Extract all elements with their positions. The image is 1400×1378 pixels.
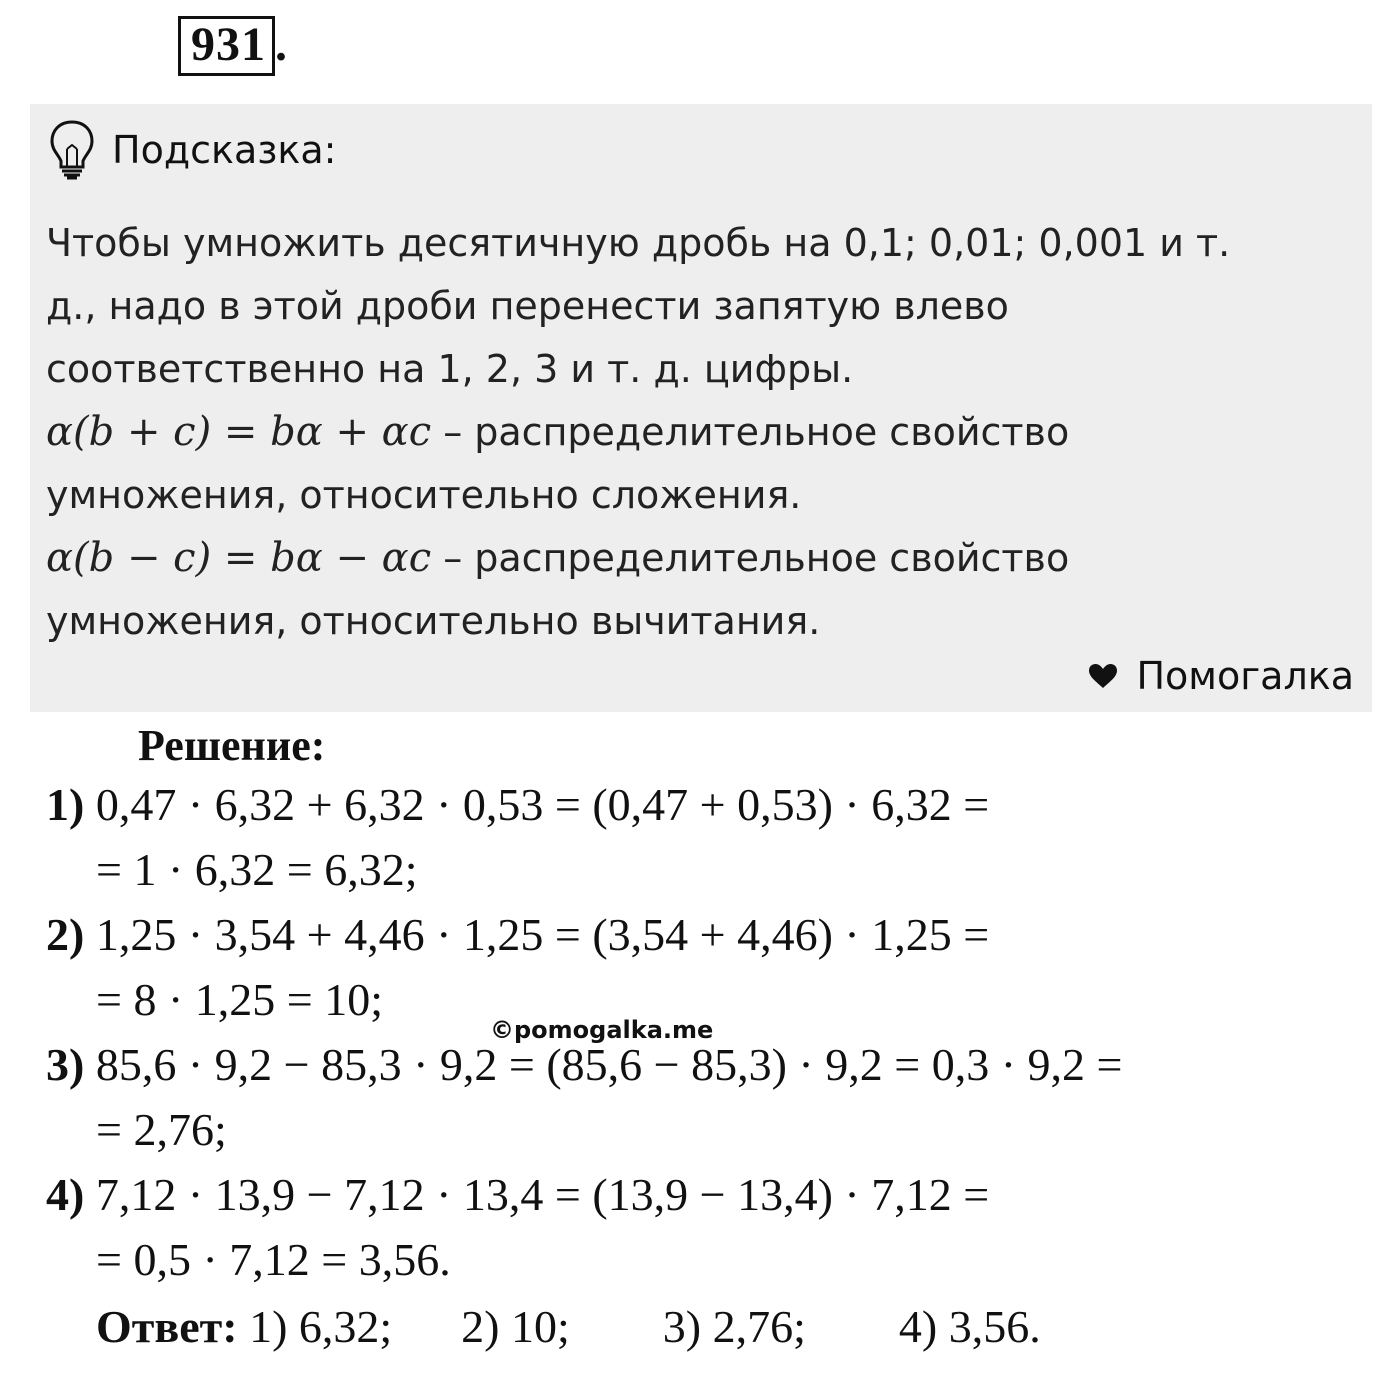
formula-subtraction: α(b − c) = bα − αc: [46, 535, 432, 581]
solution-item-3-line-2: = 2,76;: [96, 1104, 227, 1155]
hint-line-3: соответственно на 1, 2, 3 и т. д. цифры.: [46, 347, 854, 391]
solution-item-2-line-1: [46, 908, 989, 961]
answer-1: 1) 6,32;: [249, 1301, 393, 1352]
lightbulb-icon: [48, 119, 96, 181]
hint-formula-1-line: [46, 401, 1346, 464]
solution-item-2-line-2: = 8 · 1,25 = 10;: [96, 974, 383, 1025]
hint-formula-2-line: [46, 527, 1346, 590]
hint-header: [48, 118, 336, 182]
solution-title: Решение:: [138, 721, 326, 770]
solution-item-1-line-1: [46, 778, 989, 831]
expression: 0,47 · 6,32 + 6,32 · 0,53 = (0,47 + 0,53) · 6,32 =: [84, 779, 990, 830]
task-number: [178, 16, 287, 76]
formula-addition: α(b + c) = bα + αc: [46, 409, 432, 455]
brand-label: [1088, 654, 1354, 698]
answer-2: 2) 10;: [461, 1301, 570, 1352]
answer-line: [96, 1300, 1041, 1353]
answer-4: 4) 3,56.: [898, 1301, 1041, 1352]
expression: 85,6 · 9,2 − 85,3 · 9,2 = (85,6 − 85,3) · 9,2 = 0,3 · 9,2 =: [95, 1039, 1123, 1090]
formula-subtraction-text: – распределительное свойство: [431, 536, 1070, 580]
answer-3: 3) 2,76;: [662, 1301, 806, 1352]
task-number-box: 931: [178, 16, 275, 76]
watermark: ©pomogalka.me: [490, 1016, 714, 1044]
brand-name: Помогалка: [1136, 654, 1354, 698]
item-number: 4): [46, 1169, 85, 1220]
hint-formula-1-cont: умножения, относительно сложения.: [46, 473, 802, 517]
solution-item-1-line-2: = 1 · 6,32 = 6,32;: [96, 844, 418, 895]
heart-icon: [1088, 654, 1136, 698]
hint-line-1: Чтобы умножить десятичную дробь на 0,1; 0,01; 0,001 и т.: [46, 221, 1231, 265]
expression: 1,25 · 3,54 + 4,46 · 1,25 = (3,54 + 4,46) · 1,25 =: [95, 909, 990, 960]
item-number: 3): [46, 1039, 85, 1090]
hint-line-2: д., надо в этой дроби перенести запятую влево: [46, 284, 1009, 328]
expression: 7,12 · 13,9 − 7,12 · 13,4 = (13,9 − 13,4) · 7,12 =: [95, 1169, 990, 1220]
answer-label: Ответ:: [96, 1301, 238, 1352]
hint-formula-2-cont: умножения, относительно вычитания.: [46, 599, 821, 643]
solution-item-4-line-2: = 0,5 · 7,12 = 3,56.: [96, 1234, 451, 1285]
hint-body: [46, 212, 1346, 653]
item-number: 2): [46, 909, 85, 960]
task-number-dot: .: [275, 18, 287, 71]
hint-title: Подсказка:: [112, 128, 337, 172]
formula-addition-text: – распределительное свойство: [431, 410, 1070, 454]
solution-item-3-line-1: [46, 1038, 1122, 1091]
solution-item-4-line-1: [46, 1168, 989, 1221]
hint-panel: [30, 104, 1372, 712]
item-number: 1): [46, 779, 85, 830]
